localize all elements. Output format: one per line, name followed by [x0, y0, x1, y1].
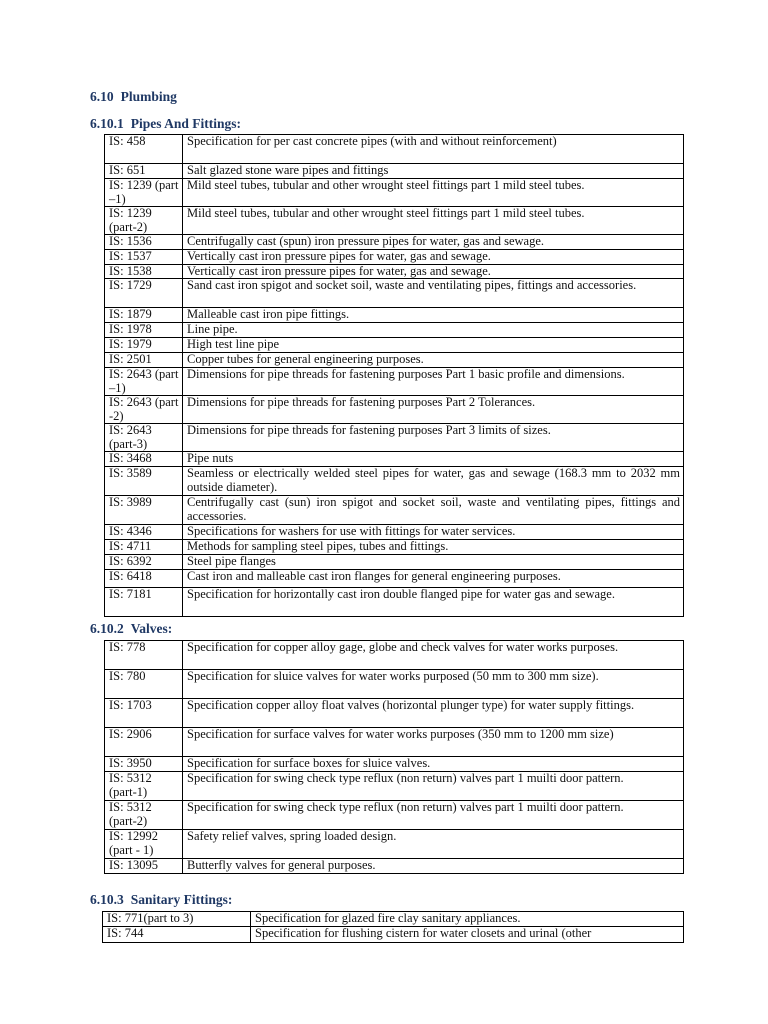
table-row [105, 353, 684, 368]
standard-description: Dimensions for pipe threads for fastening purposes Part 1 basic profile and dimensions. [183, 368, 684, 396]
sanitary-number: 6.10.3 [90, 892, 124, 907]
table-row [105, 699, 684, 728]
standard-description: Specification for surface valves for water works purposes (350 mm to 1200 mm size) [183, 728, 684, 757]
table-row [105, 396, 684, 424]
table-row [105, 308, 684, 323]
standard-code: IS: 780 [105, 670, 183, 699]
table-row [105, 135, 684, 164]
standard-description: Line pipe. [183, 323, 684, 338]
sanitary-heading [90, 892, 232, 908]
standard-code: IS: 4711 [105, 540, 183, 555]
section-title: Plumbing [120, 89, 177, 104]
standard-code: IS: 2643 (part -2) [105, 396, 183, 424]
standard-code: IS: 6392 [105, 555, 183, 570]
standard-code: IS: 771(part to 3) [103, 912, 251, 927]
standard-code: IS: 1978 [105, 323, 183, 338]
table-row [105, 555, 684, 570]
table-row [105, 164, 684, 179]
standard-code: IS: 3989 [105, 496, 183, 525]
standard-description: Specification for copper alloy gage, globe and check valves for water works purposes. [183, 641, 684, 670]
standard-code: IS: 1979 [105, 338, 183, 353]
standard-description: Salt glazed stone ware pipes and fittings [183, 164, 684, 179]
standard-code: IS: 12992 (part - 1) [105, 830, 183, 859]
standard-description: Cast iron and malleable cast iron flanges for general engineering purposes. [183, 570, 684, 588]
standard-description: Specifications for washers for use with fittings for water services. [183, 525, 684, 540]
table-row [105, 525, 684, 540]
table-row [105, 801, 684, 830]
standard-code: IS: 2906 [105, 728, 183, 757]
standard-description: Specification for sluice valves for water works purposed (50 mm to 300 mm size). [183, 670, 684, 699]
standard-code: IS: 3589 [105, 467, 183, 496]
pipes-title: Pipes And Fittings: [130, 116, 242, 131]
table-row [105, 250, 684, 265]
table-row [105, 452, 684, 467]
table-row [105, 670, 684, 699]
table-row [105, 368, 684, 396]
table-row [105, 757, 684, 772]
standard-code: IS: 1703 [105, 699, 183, 728]
standard-description: Centrifugally cast (sun) iron spigot and socket soil, waste and ventilating pipes, fittings and accessories. [183, 496, 684, 525]
standard-code: IS: 2643 (part-3) [105, 424, 183, 452]
standard-description: Butterfly valves for general purposes. [183, 859, 684, 874]
standard-code: IS: 458 [105, 135, 183, 164]
standard-description: Seamless or electrically welded steel pipes for water, gas and sewage (168.3 mm to 2032 mm outside diameter). [183, 467, 684, 496]
standard-code: IS: 1879 [105, 308, 183, 323]
standard-code: IS: 778 [105, 641, 183, 670]
standard-description: Vertically cast iron pressure pipes for water, gas and sewage. [183, 250, 684, 265]
table-row [105, 264, 684, 279]
table-row [105, 279, 684, 308]
standard-code: IS: 651 [105, 164, 183, 179]
standard-description: Specification for flushing cistern for water closets and urinal (other [251, 927, 684, 943]
standard-code: IS: 2501 [105, 353, 183, 368]
standard-code: IS: 13095 [105, 859, 183, 874]
table-row [105, 641, 684, 670]
pipes-number: 6.10.1 [90, 116, 124, 131]
standard-code: IS: 4346 [105, 525, 183, 540]
standard-description: Specification for swing check type reflux (non return) valves part 1 muilti door pattern. [183, 772, 684, 801]
standard-description: Steel pipe flanges [183, 555, 684, 570]
section-heading [90, 89, 177, 105]
valves-title: Valves: [130, 621, 173, 636]
table-row [105, 496, 684, 525]
standard-description: Specification for swing check type reflux (non return) valves part 1 muilti door pattern. [183, 801, 684, 830]
table-row [105, 207, 684, 235]
standard-description: Vertically cast iron pressure pipes for water, gas and sewage. [183, 264, 684, 279]
standard-description: Sand cast iron spigot and socket soil, waste and ventilating pipes, fittings and accessories. [183, 279, 684, 308]
standard-description: Specification for glazed fire clay sanitary appliances. [251, 912, 684, 927]
table-row [103, 927, 684, 943]
standard-code: IS: 3468 [105, 452, 183, 467]
standard-code: IS: 5312 (part-2) [105, 801, 183, 830]
standard-description: Specification copper alloy float valves (horizontal plunger type) for water supply fittings. [183, 699, 684, 728]
table-row [105, 540, 684, 555]
table-row [105, 830, 684, 859]
standard-code: IS: 1537 [105, 250, 183, 265]
standard-description: High test line pipe [183, 338, 684, 353]
standard-code: IS: 1538 [105, 264, 183, 279]
pipes-table [104, 134, 684, 617]
standard-description: Dimensions for pipe threads for fastening purposes Part 2 Tolerances. [183, 396, 684, 424]
standard-code: IS: 1729 [105, 279, 183, 308]
standard-description: Methods for sampling steel pipes, tubes and fittings. [183, 540, 684, 555]
standard-code: IS: 1239 (part –1) [105, 179, 183, 207]
table-row [105, 179, 684, 207]
table-row [103, 912, 684, 927]
standard-description: Centrifugally cast (spun) iron pressure pipes for water, gas and sewage. [183, 235, 684, 250]
standard-description: Specification for per cast concrete pipes (with and without reinforcement) [183, 135, 684, 164]
standard-description: Dimensions for pipe threads for fastening purposes Part 3 limits of sizes. [183, 424, 684, 452]
standard-description: Specification for horizontally cast iron double flanged pipe for water gas and sewage. [183, 588, 684, 617]
table-row [105, 424, 684, 452]
table-row [105, 323, 684, 338]
standard-code: IS: 1239 (part-2) [105, 207, 183, 235]
table-row [105, 728, 684, 757]
valves-heading [90, 621, 172, 637]
standard-code: IS: 5312 (part-1) [105, 772, 183, 801]
table-row [105, 772, 684, 801]
sanitary-title: Sanitary Fittings: [130, 892, 233, 907]
table-row [105, 338, 684, 353]
table-row [105, 859, 684, 874]
standard-code: IS: 3950 [105, 757, 183, 772]
standard-description: Copper tubes for general engineering purposes. [183, 353, 684, 368]
standard-code: IS: 2643 (part –1) [105, 368, 183, 396]
standard-code: IS: 744 [103, 927, 251, 943]
standard-description: Specification for surface boxes for sluice valves. [183, 757, 684, 772]
table-row [105, 467, 684, 496]
standard-description: Pipe nuts [183, 452, 684, 467]
standard-description: Safety relief valves, spring loaded design. [183, 830, 684, 859]
table-row [105, 235, 684, 250]
valves-number: 6.10.2 [90, 621, 124, 636]
standard-code: IS: 6418 [105, 570, 183, 588]
valves-table [104, 640, 684, 874]
section-number: 6.10 [90, 89, 114, 104]
table-row [105, 588, 684, 617]
standard-description: Malleable cast iron pipe fittings. [183, 308, 684, 323]
standard-description: Mild steel tubes, tubular and other wrought steel fittings part 1 mild steel tubes. [183, 179, 684, 207]
standard-description: Mild steel tubes, tubular and other wrought steel fittings part 1 mild steel tubes. [183, 207, 684, 235]
standard-code: IS: 7181 [105, 588, 183, 617]
standard-code: IS: 1536 [105, 235, 183, 250]
sanitary-table [102, 911, 684, 943]
table-row [105, 570, 684, 588]
pipes-heading [90, 116, 241, 132]
